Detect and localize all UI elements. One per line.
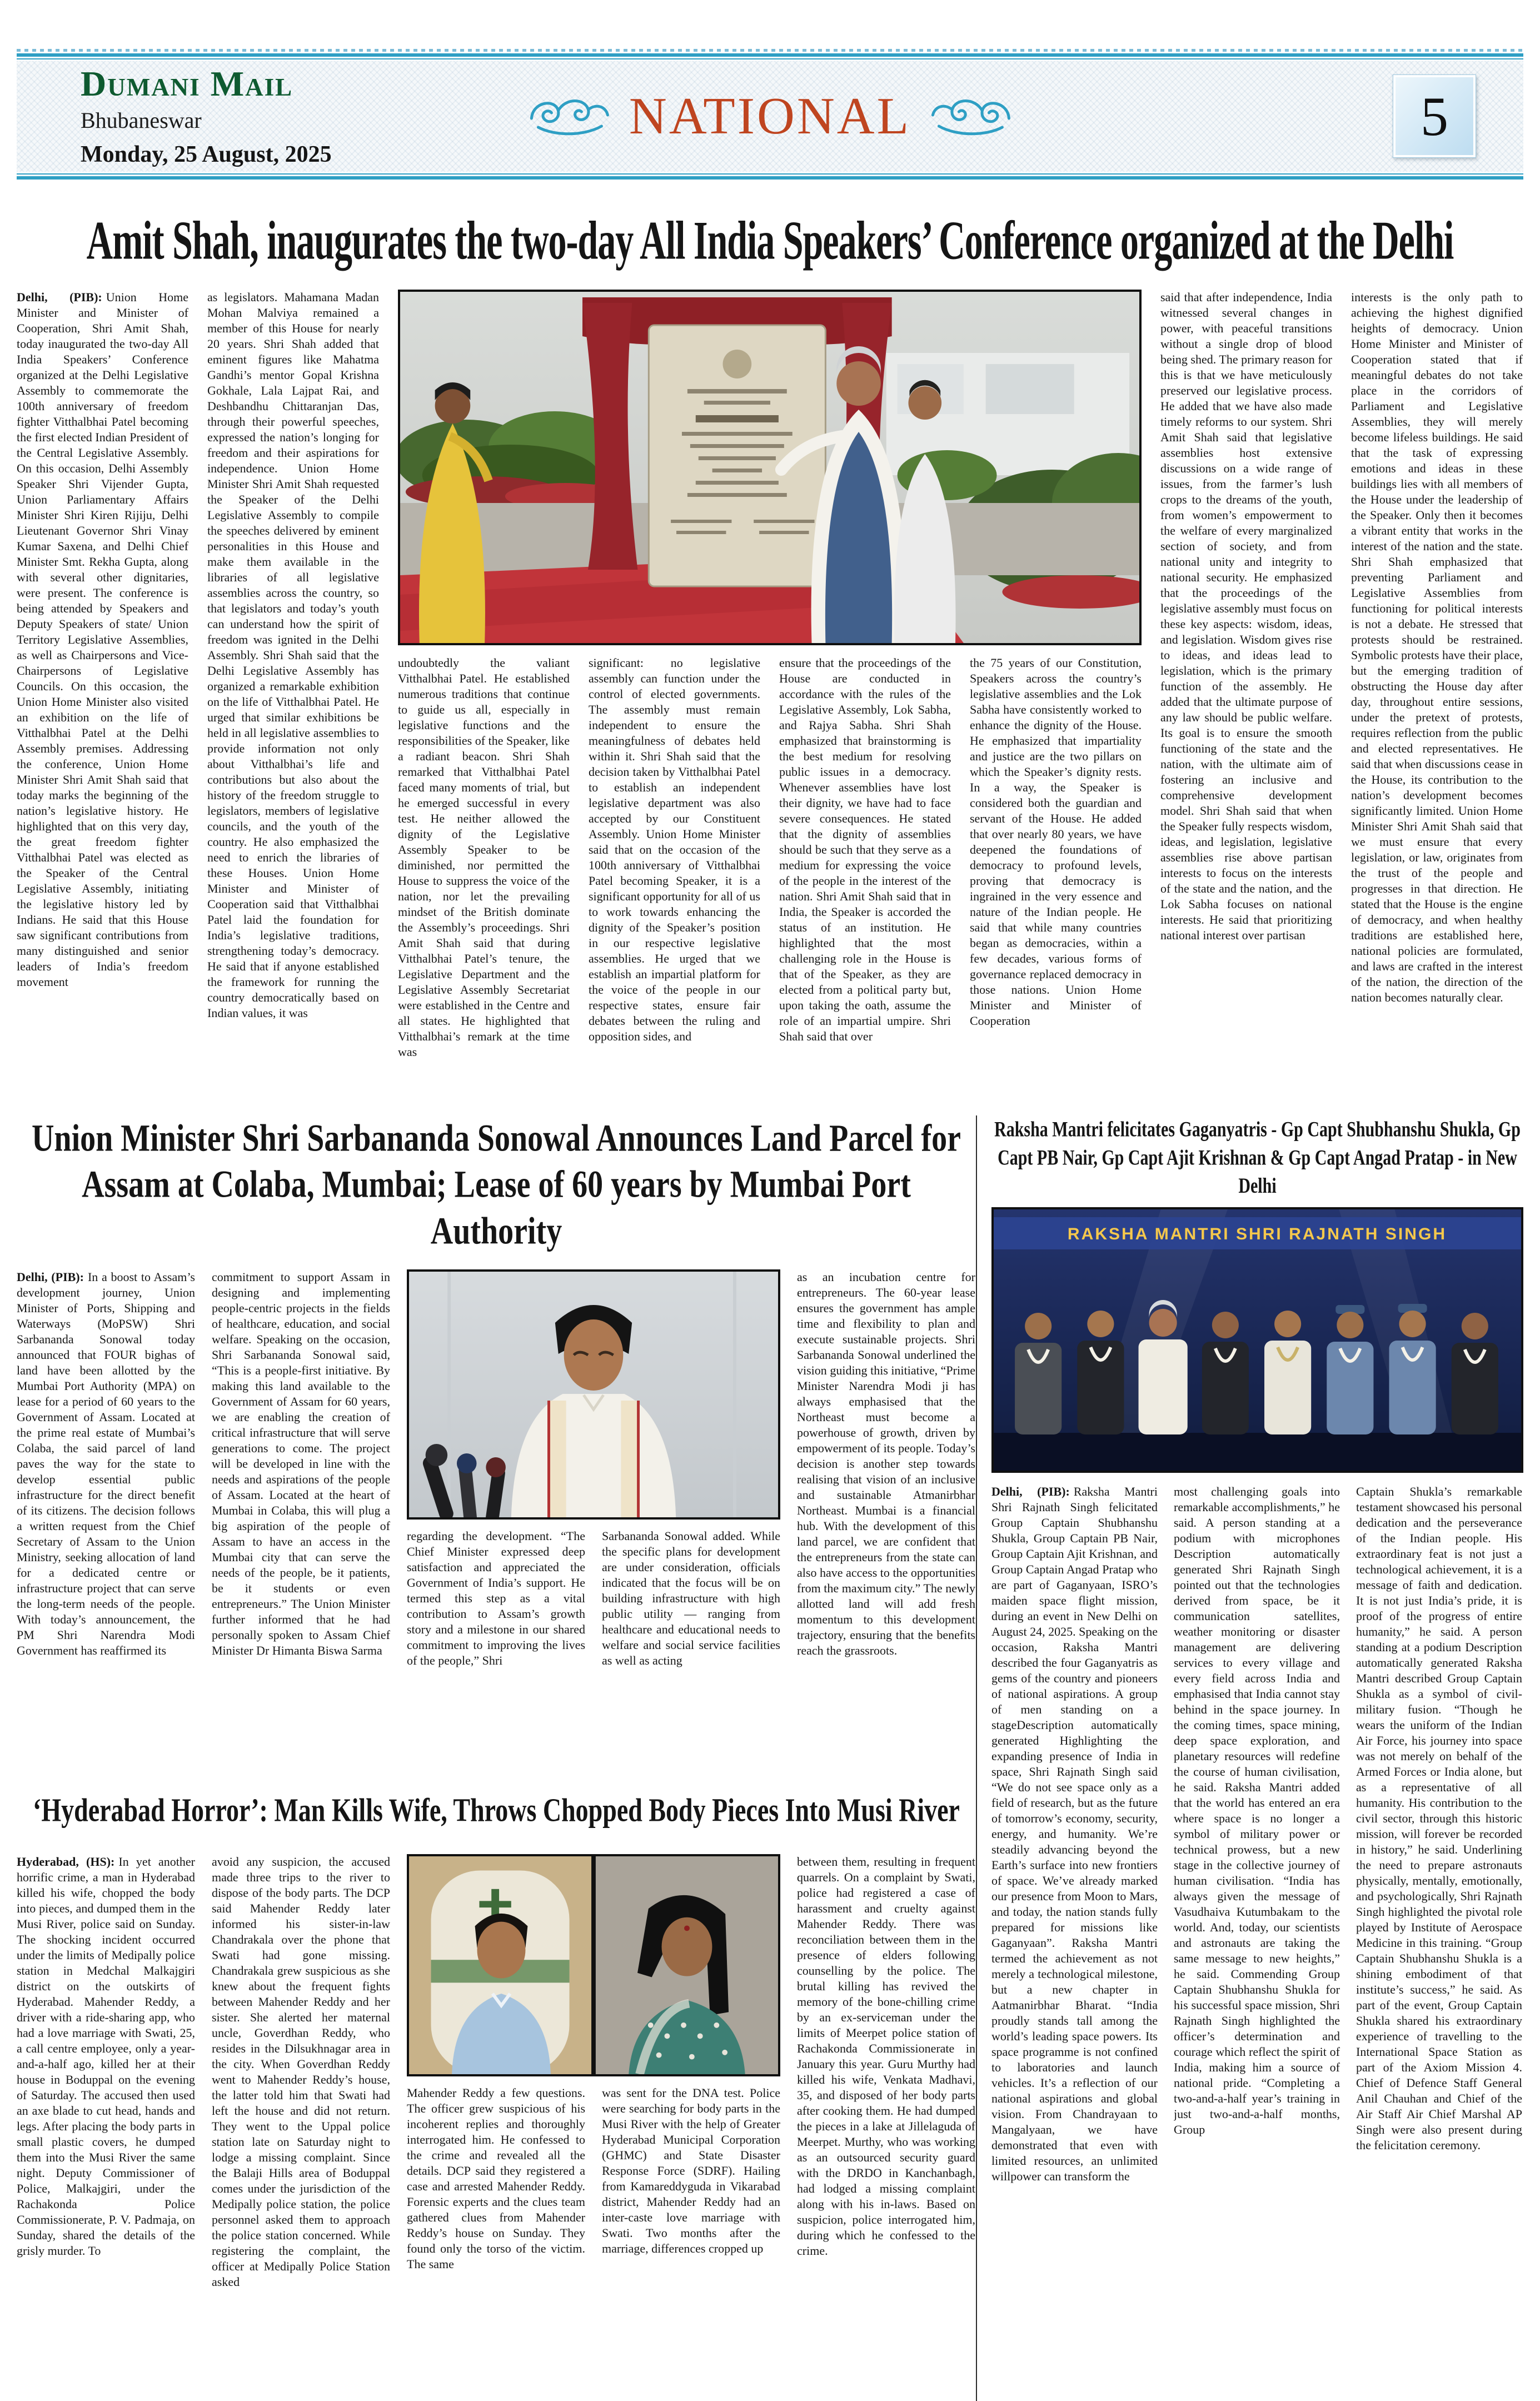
masthead-brand-block <box>47 66 332 166</box>
page-number-box <box>1393 74 1476 158</box>
columns-under-photo <box>398 655 1142 1095</box>
article-column <box>17 1854 195 2401</box>
band-top-rule <box>17 53 1523 57</box>
masthead-city: Bhubaneswar <box>81 108 202 133</box>
masthead <box>17 49 1523 180</box>
section-title: NATIONAL <box>629 87 911 145</box>
article-column: said that after independence, India witnessed several changes in power, with peaceful transitions without a single drop of blood being shed. The primary reason for this is that we have meticulously preserved our legislative process. He added that we have also made timely reforms to our system. Shri Amit Shah said that legislative assemblies host extensive discussions on a wide range of issues, from the farmer’s lush crops to the dreams of the youth, from women’s empowerment to the welfare of every marginalized section of society, and from national unity and integrity to national security. He emphasized that the proceedings of the legislative assembly must focus on these key aspects: wisdom, ideas, and legislation. Wisdom gives rise to ideas, and ideas lead to legislation, which is the primary function of the assembly. He added that the ultimate purpose of any law should be public welfare. Its goal is to ensure the smooth functioning of the state and the nation, with the ultimate aim of fostering an inclusive and comprehensive development model. Shri Shah said that when the Speaker fully respects wisdom, ideas, and legislation, legislative assemblies rise above partisan interests to focus on the interests of the state and the nation, and the Lok Sabha focuses on national interests. He said that prioritizing national interest over partisan <box>1160 290 1332 942</box>
article-column: between them, resulting in frequent quarrels. On a complaint by Swati, police had registered a case of harassment and cruelty against Mahender Reddy. There was reconciliation between them in the presence of elders following counselling by the police. The brutal killing has revived the memory of the bone-chilling crime by an ex-serviceman under the limits of Meerpet police station of Rachakonda Commissionerate in January this year. Guru Murthy had killed his wife, Venkata Madhavi, 35, and disposed of her body parts after cooking them. He had dumped the pieces in a lake at Jillelaguda of Meerpet. Murthy, who was working as an outsourced security guard with the DRDO in Kanchanbagh, had lodged a missing complaint along with his in-laws. Based on suspicion, police interrogated him, during which he confessed to the crime. <box>797 1854 975 2258</box>
band-top-rule-thin <box>17 58 1523 59</box>
band-bottom-rule-thin <box>17 173 1523 175</box>
left-pane <box>17 1115 976 2401</box>
article-body <box>17 290 1523 1095</box>
dateline: Delhi, (PIB): <box>17 290 102 304</box>
article-headline: ‘Hyderabad Horror’: Man Kills Wife, Throws Chopped Body Pieces Into Musi River <box>33 1791 960 1829</box>
article-column: Mahender Reddy a few questions. The officer grew suspicious of his incoherent replies and thoroughly interrogated him. He confessed to the crime and revealed all the details. DCP said they registered a case and arrested Mahender Reddy. Forensic experts and the clues team gathered clues from Mahender Reddy’s house on Sunday. They found only the torso of the victim. The same <box>407 2085 585 2271</box>
emblem <box>723 350 752 378</box>
article-column: ensure that the proceedings of the House are conducted in accordance with the rules of the Legislative Assembly, Lok Sabha, and Rajya Sabha. Shri Shah emphasized that brainstorming is the best medium for resolving public issues in a democracy. Whenever assemblies have lost their dignity, we have had to face severe consequences. He stated that the dignity of assemblies should be such that they serve as a medium for expressing the voice of the people in the interest of the nation. Shri Amit Shah said that in India, the Speaker is accorded the status of an institution. He highlighted that the most challenging role in the House is that of the Speaker, as they are elected from a political party but, upon taking the oath, assume the role of an impartial umpire. Shri Shah said that over <box>779 656 951 1043</box>
section-banner <box>527 86 1013 146</box>
article-column: Sarbananda Sonowal added. While the specific plans for development are under consideration, officials indicated that the focus will be on building infrastructure with high public utility — ranging from healthcare and educational needs to welfare and social service facilities as well as acting <box>602 1528 780 1667</box>
masthead-inner <box>17 61 1523 172</box>
article-column: the 75 years of our Constitution, Speakers across the country’s legislative assemblies and the Lok Sabha have consistently worked to enhance the dignity of the House. He emphasized that impartiality and justice are the two pillars on which the Speaker’s dignity rests. In a way, the Speaker is considered both the guardian and servant of the House. He added that over nearly 80 years, we have deepened the foundations of democracy to profound levels, proving that democracy is ingrained in the very essence and nature of the Indian people. He said that while many countries began as democracies, within a few decades, various forms of governance replaced democracy in those nations. Union Home Minister and Minister of Cooperation <box>970 656 1142 1028</box>
article-body <box>991 1484 1523 2390</box>
column-text: Union Home Minister and Minister of Cooperation, Shri Amit Shah, today inaugurated the two-day All India Speakers’ Conference organized at the Delhi Legislative Assembly to commemorate the 100th anniversary of freedom fighter Vitthalbhai Patel becoming the first elected Indian President of the Central Legislative Assembly. On this occasion, Delhi Assembly Speaker Shri Vijender Gupta, Union Parliamentary Affairs Minister Shri Kiren Rijiju, Delhi Lieutenant Governor Shri Vinay Kumar Saxena, and Delhi Chief Minister Smt. Rekha Gupta, along with several other dignitaries, were present. The conference is being attended by Speakers and Deputy Speakers of state/ Union Territory Legislative Assemblies, as well as Chairpersons and Vice-Chairpersons of Legislative Councils. On this occasion, the Union Home Minister also visited an exhibition on the life of Vitthalbhai Patel at the Delhi Assembly premises. Addressing the conference, Union Home Minister Shri Amit Shah said that today marks the beginning of the nation’s legislative history. He highlighted that on this very day, the great freedom fighter Vitthalbhai Patel was elected as the Speaker of the Central Legislative Assembly, initiating the legislative history led by Indians. He said that this House saw significant contributions from many distinguished and senior leaders of India’s freedom movement <box>17 290 188 989</box>
masthead-date: Monday, 25 August, 2025 <box>81 142 332 167</box>
accused-and-victim-photo <box>407 1854 780 2076</box>
column-text: Raksha Mantri Shri Rajnath Singh felicitated Group Captain Shubhanshu Shukla, Group Captain PB Nair, Group Captain Ajit Krishnan, and Group Captain Angad Pratap who are part of Gaganyaan, ISRO’s maiden space flight mission, during an event in New Delhi on August 24, 2025. Speaking on the occasion, Raksha Mantri described the four Gaganyatris as gems of the country and pioneers of national aspirations. A group of men standing on a stageDescription automatically generated Highlighting the expanding presence of India in space, Shri Rajnath Singh said “We do not see space only as a field of research, but as the future of tomorrow’s economy, security, energy, and humanity. We’re steadily advancing beyond the Earth’s surface into new frontiers of space. We’ve already marked our presence from Moon to Mars, and today, the nation stands fully prepared for missions like Gaganyaan”. Raksha Mantri termed the achievement as not merely a technological milestone, but a new chapter in Aatmanirbhar Bharat. “India proudly stands tall among the world’s leading space powers. Its space programme is not confined to laboratories and launch vehicles. It’s a reflection of our national aspirations and global vision. From Chandrayaan to Mangalyaan, we have demonstrated that even with limited resources, an unlimited willpower can transform the <box>991 1485 1158 2183</box>
article-headline: Union Minister Shri Sarbananda Sonowal Announces Land Parcel for Assam at Colaba, Mumbai; Lease of 60 years by Mumbai Port Authority <box>31 1117 961 1252</box>
stage-banner-text: RAKSHA MANTRI SHRI RAJNATH SINGH <box>1067 1225 1447 1243</box>
article-column <box>991 1484 1158 2390</box>
article-headline: Amit Shah, inaugurates the two-day All India Speakers’ Conference organized at the Delhi <box>86 210 1454 271</box>
article-middle-block <box>407 1269 780 1770</box>
right-pane <box>976 1115 1523 2401</box>
article-body <box>17 1269 976 1770</box>
article-column: avoid any suspicion, the accused made three trips to the river to dispose of the body parts. The DCP said Mahender Reddy later informed his sister-in-law Chandrakala over the phone that Swati had gone missing. Chandrakala grew suspicious as she knew about the frequent fights between Mahender Reddy and her sister. She alerted her maternal uncle, Goverdhan Reddy, who resides in the Dilsukhnagar area in the city. When Goverdhan Reddy went to Mahender Reddy’s house, the latter told him that Swati had left the house and did not return. They went to the Uppal police station late on Saturday night to lodge a missing complaint. Since the Balaji Hills area of Boduppal comes under the jurisdiction of the Medipally police station, the police personnel asked them to approach the police station concerned. While registering the complaint, the officer at Medipally Police Station asked <box>212 1854 390 2289</box>
stage-floor <box>994 1433 1521 1471</box>
article-body <box>17 1854 976 2401</box>
page-number: 5 <box>1421 85 1448 147</box>
dateline: Hyderabad, (HS): <box>17 1854 115 1869</box>
article-column: Captain Shukla’s remarkable testament showcased his personal dedication and the perseverance of the Indian people. His extraordinary feat is not just a technological achievement, it is a message of faith and dedication. It is not just India’s pride, it is proof of the progress of entire humanity,” he said. A person standing at a podium Description automatically generated Raksha Mantri described Group Captain Shukla as a symbol of civil-military fusion. “Though he wears the uniform of the Indian Air Force, his journey into space was not merely on behalf of the Armed Forces or India alone, but as a representative of all humanity. His contribution to the civil sector, through this historic mission, will forever be recorded in history,” he said. Underlining the need to prepare astronauts physically, mentally, emotionally, and psychologically, Shri Rajnath Singh highlighted the pivotal role played by Institute of Aerospace Medicine in this training. “Group Captain Shubhanshu Shukla is a shining embodiment of that institute’s success,” he said. As part of the event, Group Captain Shukla shared his extraordinary experience of travelling to the International Space Station as part of the Axiom Mission 4. Chief of Defence Staff General Anil Chauhan and Chief of the Air Staff Air Chief Marshal AP Singh were also present during the felicitation ceremony. <box>1356 1485 1522 2152</box>
article-hyderabad-horror <box>17 1791 976 2401</box>
article-column: commitment to support Assam in designing and implementing people-centric projects in the fields of healthcare, education, and social welfare. Speaking on the occasion, Shri Sarbananda Sonowal said, “This is a people-first initiative. By making this land available to the Government of Assam for 60 years, we are enabling the creation of critical infrastructure that will serve generations to come. The project will be developed in line with the needs and aspirations of the people of Assam. Located at the heart of Mumbai in Colaba, this will plug a big aspiration of the people of Assam to have an access in the Mumbai city that can serve the needs of the people, be it patients, be it students or even entrepreneurs.” The Union Minister further informed that he had personally spoken to Assam Chief Minister Dr Himanta Biswa Sarma <box>212 1269 390 1657</box>
article-middle-block <box>407 1854 780 2401</box>
speakers-conference-photo <box>398 290 1142 645</box>
gaganyatris-felicitation-photo <box>991 1207 1523 1473</box>
column-text: In yet another horrific crime, a man in Hyderabad killed his wife, chopped the body into pieces, and dumped them in the Musi River, police said on Sunday. The shocking incident occurred under the limits of Medipally police station in Medchal Malkajgiri district on the outskirts of Hyderabad. Mahender Reddy, a driver with a ride-sharing app, who had a love marriage with Swati, 25, a call centre employee, only a year-and-a-half ago, killed her at their house in Boduppal on the evening of Saturday. The accused then used an axe blade to cut head, hands and legs. After placing the body parts in small plastic covers, he dumped them into the Musi River the same night. Deputy Commissioner of Police, Malkajgiri, under the Rachakonda Police Commissionerate, P. V. Padmaja, on Sunday, shared the details of the grisly murder. To <box>17 1854 195 2258</box>
band-bottom-rule <box>17 176 1523 180</box>
article-sonowal-land-parcel <box>17 1115 976 1770</box>
article-column: interests is the only path to achieving the highest dignified heights of democracy. Union Home Minister and Minister of Cooperation stated that if meaningful debates do not take place in the corridors of Parliament and Legislative Assemblies, they will merely become lifeless buildings. He said that the task of expressing emotions and ideas in these buildings lies with all members of the House under the leadership of the Speaker. Only then it becomes a vibrant entity that works in the interest of the nation and the state. Shri Shah emphasized that preventing Parliament and Legislative Assemblies from functioning for political interests is not a debate. He stressed that protests should be restrained. Symbolic protests have their place, but the emerging tradition of obstructing the House day after day, throughout entire sessions, under the pretext of protests, requires reflection from the public and elected representatives. He said that when discussions cease in the House, its contribution to the nation’s development becomes significantly limited. Union Home Minister Shri Amit Shah said that we must ensure that every legislation, or law, originates from the trust of the people and progresses in that direction. He stated that the House is the engine of democracy, and when healthy traditions are established here, national policies are formulated, and laws are crafted in the interest of the nation, the direction of the nation becomes naturally clear. <box>1351 290 1523 1004</box>
dateline: Delhi, (PIB): <box>991 1485 1070 1498</box>
article-middle-block <box>398 290 1142 1095</box>
article-column: as an incubation centre for entrepreneurs. The 60-year lease ensures the government has ample time and flexibility to plan and execute sustainable projects. Shri Sarbananda Sonowal underlined the vision guiding this initiative, “Prime Minister Narendra Modi ji has always emphasised that the Northeast must become a powerhouse of growth, driven by empowerment of its people. Today’s decision is another step towards realising that vision of an inclusive and sustainable Atmanirbhar Northeast. Mumbai is a financial hub. With the development of this land parcel, we are confident that the entrepreneurs from the state can also have access to the opportunities from the maximum city.” The newly allotted land will add fresh momentum to this development trajectory, ensuring that the benefits reach the grassroots. <box>797 1269 975 1657</box>
band-dotted-rule <box>17 49 1523 52</box>
article-column: regarding the development. “The Chief Minister expressed deep satisfaction and appreciated the Government of India’s support. He termed this step as a vital contribution to Assam’s growth story and a milestone in our shared commitment to improving the lives of the people,” Shri <box>407 1528 585 1667</box>
article-column <box>17 290 188 1095</box>
sonowal-press-photo <box>407 1269 780 1520</box>
lower-page-row <box>17 1115 1523 2401</box>
article-column <box>17 1269 195 1770</box>
newspaper-name: Dumani Mail <box>81 64 293 103</box>
flourish-icon <box>527 93 610 140</box>
article-column: was sent for the DNA test. Police were searching for body parts in the Musi River with the help of Greater Hyderabad Municipal Corporation (GHMC) and State Disaster Response Force (SDRF). Hailing from Kamareddyguda in Vikarabad district, Mahender Reddy had an inter-caste love marriage with Swati. Two months after the marriage, differences cropped up <box>602 2085 780 2255</box>
dateline: Delhi, (PIB): <box>17 1269 84 1284</box>
column-text: In a boost to Assam’s development journey, Union Minister of Ports, Shipping and Waterways (MoPSW) Shri Sarbananda Sonowal today announced that FOUR bighas of land have been allotted by the Mumbai Port Authority (MPA) on lease for a period of 60 years to the Government of Assam. Located at the prime real estate of Mumbai’s Colaba, the said parcel of land paves the way for the state to develop essential public infrastructure for the direct benefit of its citizens. The decision follows a written request from the Chief Secretary of Assam to the Union Ministry, seeking allocation of land for a dedicated centre or infrastructure project that can serve the long-term needs of the people. With today’s announcement, the PM Shri Narendra Modi Government has reaffirmed its <box>17 1269 195 1657</box>
article-raksha-mantri-gaganyatris <box>991 1115 1523 2390</box>
article-column: most challenging goals into remarkable accomplishments,” he said. A person standing at a podium with microphones Description automatically generated Shri Rajnath Singh pointed out that the technologies derived from space, be it communication satellites, weather monitoring or disaster management are delivering services to every village and every field across India and emphasised that India cannot stay behind in the space journey. In the coming times, space mining, deep space exploration, and planetary resources will redefine the course of human civilisation, he said. Raksha Mantri added that the world has entered an era where space is no longer a symbol of military power or technical prowess, but a new stage in the collective journey of human civilisation. “India has always given the message of Vasudhaiva Kutumbakam to the world. And, today, our scientists and astronauts are taking the same message to new heights,” he said. Commending Group Captain Shubhanshu Shukla for his successful space mission, Shri Rajnath Singh highlighted the officer’s determination and courage which reflect the spirit of India, making him a source of national pride. “Completing a two-and-a-half year’s training in just two-and-a-half months, Group <box>1174 1485 1340 2136</box>
article-column: as legislators. Mahamana Madan Mohan Malviya remained a member of this House for nearly 20 years. Shri Shah added that eminent figures like Mahatma Gandhi’s mentor Gopal Krishna Gokhale, Lala Lajpat Rai, and Deshbandhu Chittaranjan Das, through their powerful speeches, expressed the nation’s longing for freedom and their aspirations for independence. Union Home Minister Shri Amit Shah requested the Speaker of the Delhi Legislative Assembly to compile the speeches delivered by eminent personalities in this House and make them available in the libraries of all legislative assemblies across the country, so that legislators and today’s youth can understand how the spirit of freedom was ignited in the Delhi Assembly. Shri Shah said that the Delhi Legislative Assembly has organized a remarkable exhibition on the life of Vitthalbhai Patel. He urged that similar exhibitions be held in all legislative assemblies to provide information not only about Vitthalbhai’s life and contributions but also about the history of the freedom struggle to legislators, members of legislative councils, and the youth of the country. He also emphasized the need to enrich the libraries of these Houses. Union Home Minister and Minister of Cooperation said that Vitthalbhai Patel laid the foundation for India’s legislative traditions, strengthening today’s democracy. He said that if anyone established the framework for running the country democratically based on Indian values, it was <box>207 290 379 1020</box>
article-speakers-conference <box>17 210 1523 1095</box>
flourish-icon <box>930 93 1013 140</box>
columns-under-photo <box>407 1528 780 1770</box>
article-column: significant: no legislative assembly can function under the control of elected governments. The assembly must remain independent to ensure the meaningfulness of debates held within it. Shri Shah said that the decision taken by Vitthalbhai Patel to establish an independent legislative department was also accepted by our Constituent Assembly. Union Home Minister said that on the occasion of the 100th anniversary of Vitthalbhai Patel becoming Speaker, it is a significant opportunity for all of us to work towards enhancing the dignity of the Speaker’s position in our respective legislative assemblies. He urged that we establish an impartial platform for the voice of the people in our respective states, ensure fair debates between the ruling and opposition sides, and <box>589 656 760 1043</box>
article-column: undoubtedly the valiant Vitthalbhai Patel. He established numerous traditions that continue to guide us all, especially in legislative functions and the responsibilities of the Speaker, like a radiant beacon. Shri Shah remarked that Vitthalbhai Patel faced many moments of trial, but he emerged successful in every test. He neither allowed the dignity of the Legislative Assembly Speaker to be diminished, nor permitted the House to suppress the voice of the nation, nor let the prevailing mindset of the British dominate the Assembly’s proceedings. Shri Amit Shah said that during Vitthalbhai Patel’s tenure, the Legislative Department and the Legislative Assembly Secretariat were established in the Centre and all states. He highlighted that Vitthalbhai’s remark at the time was <box>398 656 570 1059</box>
article-headline: Raksha Mantri felicitates Gaganyatris - Gp Capt Shubhanshu Shukla, Gp Capt PB Nair, Gp Capt Ajit Krishnan & Gp Capt Angad Pratap - in New Delhi <box>994 1117 1521 1198</box>
columns-under-photo <box>407 2085 780 2401</box>
